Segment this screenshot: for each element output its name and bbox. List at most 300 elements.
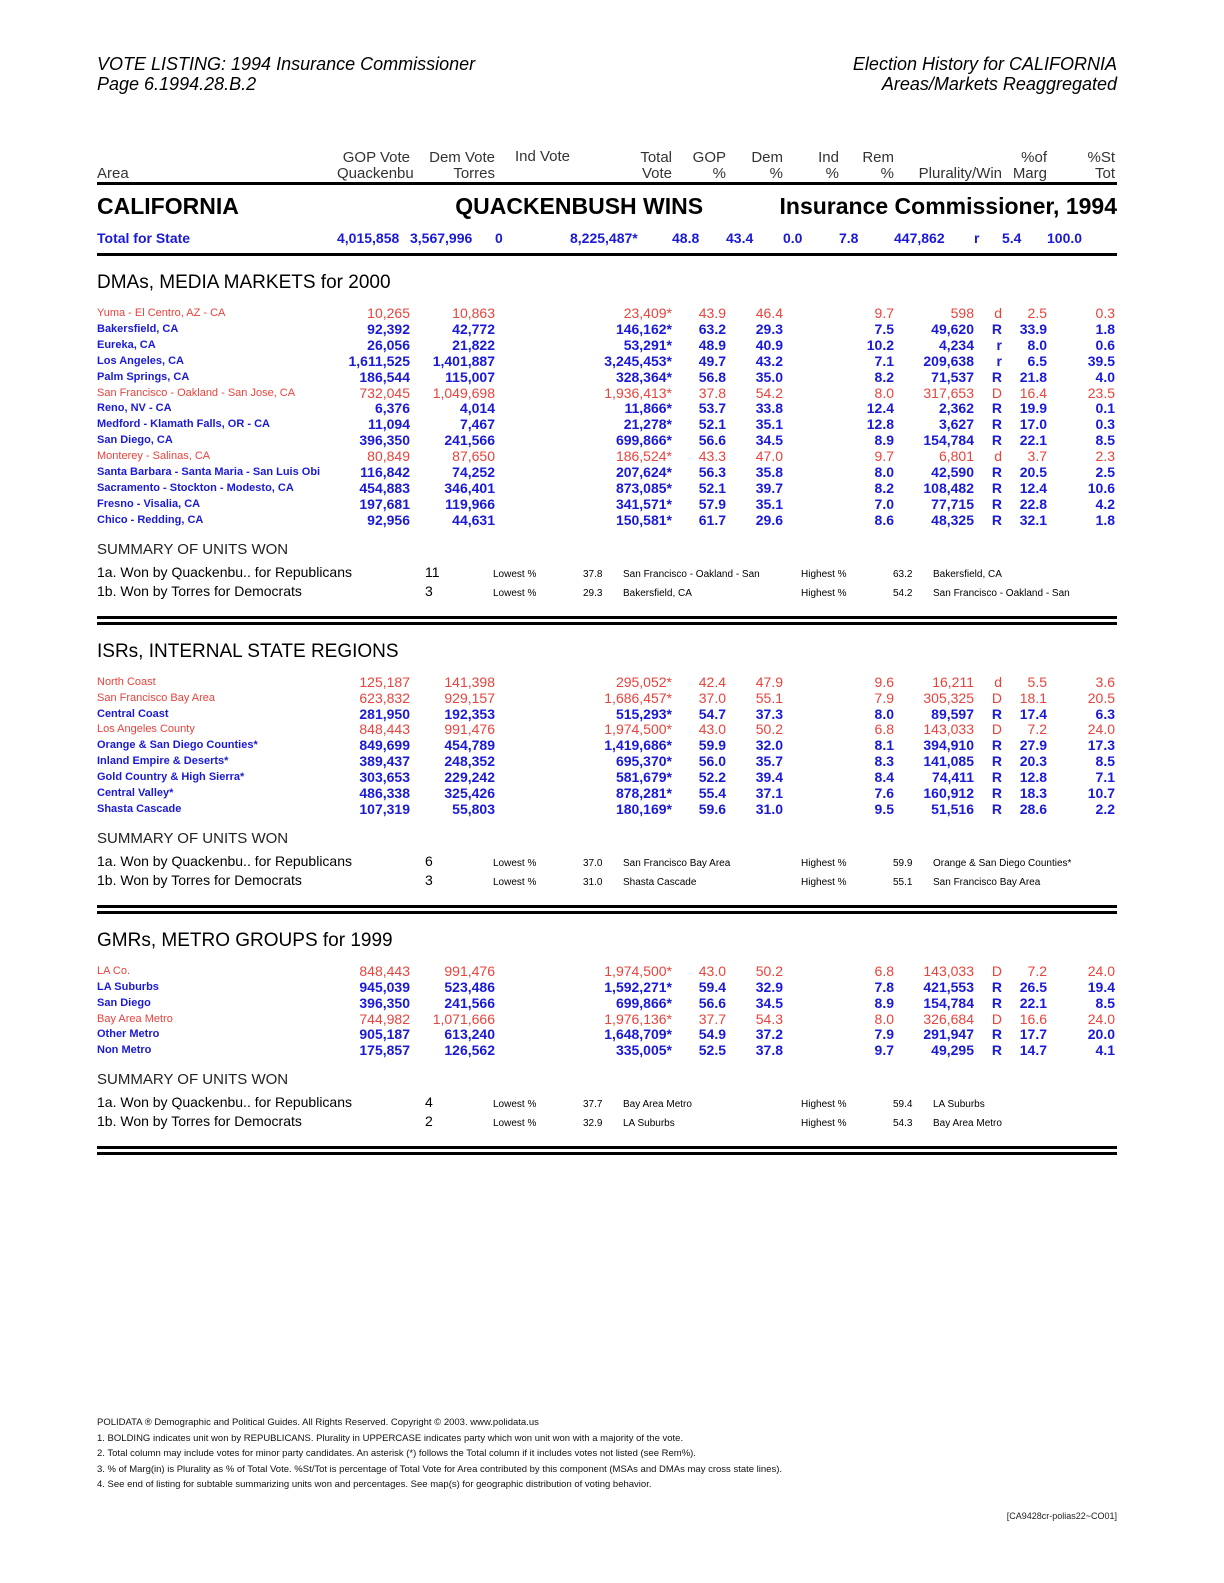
cell-plurality: 89,597 — [931, 705, 974, 722]
lowest-label: Lowest % — [493, 876, 537, 888]
summary-line — [97, 853, 1117, 872]
cell-ind-vote — [495, 1043, 570, 1059]
table-row — [97, 802, 1117, 818]
footer-line: 1. BOLDING indicates unit won by REPUBLICANS. Plurality in UPPERCASE indicates party which won unit won with a majority of the vote. — [97, 1432, 684, 1444]
title-bar — [97, 193, 1117, 227]
cell-rem-pct: 6.8 — [874, 962, 894, 979]
cell-gop-vote: 389,437 — [359, 753, 410, 770]
table-row — [97, 481, 1117, 497]
cell-ind-pct — [783, 786, 839, 802]
cell-dem-pct: 37.3 — [755, 705, 783, 722]
cell-total-vote: 295,052* — [615, 673, 672, 690]
cell-pct-state-total: 39.5 — [1087, 352, 1115, 369]
cell-pct-state-total: 4.2 — [1095, 495, 1115, 512]
table-row — [97, 513, 1117, 529]
cell-pct-state-total: 8.5 — [1095, 753, 1115, 770]
cell-gop-pct: 61.7 — [698, 511, 726, 528]
cell-gop-pct: 54.9 — [698, 1026, 726, 1043]
table-row — [97, 306, 1117, 322]
cell-pct-marg: 8.0 — [1027, 336, 1047, 353]
highest-label: Highest % — [801, 1099, 847, 1111]
cell-area: Los Angeles County — [97, 723, 195, 736]
cell-ind-pct — [783, 675, 839, 691]
highest-unit: San Francisco - Oakland - San — [933, 587, 1070, 599]
cell-ind-vote — [495, 386, 570, 402]
cell-ind-pct — [783, 338, 839, 354]
cell-plurality: 6,801 — [938, 448, 974, 465]
cell-ind-pct — [783, 1043, 839, 1059]
highest-unit: San Francisco Bay Area — [933, 876, 1041, 888]
table-row — [97, 465, 1117, 481]
cell-ind-pct — [783, 691, 839, 707]
cell-ind-pct — [783, 354, 839, 370]
table-row — [97, 322, 1117, 338]
lowest-label: Lowest % — [493, 568, 537, 580]
cell-ind-pct — [783, 1012, 839, 1028]
cell-gop-pct: 43.3 — [698, 448, 726, 465]
cell-ind-vote — [495, 401, 570, 417]
col-area: Area — [97, 165, 129, 182]
cell-rem-pct: 8.2 — [874, 479, 894, 496]
cell-rem-pct: 10.2 — [866, 336, 894, 353]
col-total-vote: Total Vote — [640, 149, 672, 182]
cell-dem-pct: 50.2 — [755, 962, 783, 979]
section-block — [97, 930, 1117, 1155]
cell-ind-pct — [783, 996, 839, 1012]
table-row — [97, 754, 1117, 770]
cell-rem-pct: 6.8 — [874, 721, 894, 738]
cell-area: North Coast — [97, 675, 156, 688]
cell-gop-pct: 54.7 — [698, 705, 726, 722]
lowest-unit: Bay Area Metro — [623, 1099, 692, 1111]
cell-pct-state-total: 8.5 — [1095, 432, 1115, 449]
total-total-vote: 8,225,487* — [570, 230, 638, 246]
table-row — [97, 722, 1117, 738]
cell-gop-vote: 396,350 — [359, 994, 410, 1011]
table-row — [97, 707, 1117, 723]
cell-dem-vote: 74,252 — [452, 464, 495, 481]
cell-pct-marg: 7.2 — [1027, 962, 1047, 979]
cell-dem-vote: 87,650 — [452, 448, 495, 465]
lowest-value: 37.0 — [583, 857, 603, 869]
cell-plurality: 421,553 — [923, 978, 974, 995]
cell-gop-pct: 59.9 — [698, 737, 726, 754]
page-number: Page 6.1994.28.B.2 — [97, 74, 257, 94]
cell-win-party: R — [991, 400, 1002, 417]
cell-dem-vote: 325,426 — [444, 785, 495, 802]
cell-plurality: 326,684 — [923, 1010, 974, 1027]
cell-gop-pct: 48.9 — [698, 336, 726, 353]
cell-ind-vote — [495, 433, 570, 449]
table-row — [97, 497, 1117, 513]
cell-pct-state-total: 10.6 — [1087, 479, 1115, 496]
summary-label: 1a. Won by Quackenbu.. for Republicans — [97, 852, 353, 869]
cell-win-party: R — [991, 1042, 1002, 1059]
cell-pct-marg: 3.7 — [1027, 448, 1047, 465]
cell-rem-pct: 8.0 — [874, 384, 894, 401]
section-divider — [97, 905, 1117, 914]
cell-ind-vote — [495, 770, 570, 786]
cell-ind-pct — [783, 770, 839, 786]
cell-ind-vote — [495, 354, 570, 370]
table-row — [97, 691, 1117, 707]
cell-area: Bakersfield, CA — [97, 322, 179, 335]
cell-plurality: 71,537 — [931, 368, 974, 385]
cell-total-vote: 11,866* — [624, 400, 672, 417]
cell-area: Eureka, CA — [97, 338, 156, 351]
cell-win-party: D — [991, 1010, 1002, 1027]
total-rem-pct: 7.8 — [839, 230, 859, 246]
cell-dem-vote: 241,566 — [444, 432, 495, 449]
cell-ind-pct — [783, 401, 839, 417]
cell-dem-vote: 523,486 — [444, 978, 495, 995]
cell-area: Central Coast — [97, 707, 169, 720]
cell-pct-state-total: 23.5 — [1087, 384, 1115, 401]
cell-total-vote: 1,936,413* — [604, 384, 672, 401]
cell-area: Orange & San Diego Counties* — [97, 739, 258, 752]
cell-gop-pct: 55.4 — [698, 785, 726, 802]
cell-plurality: 49,295 — [931, 1042, 974, 1059]
cell-total-vote: 1,974,500* — [604, 721, 672, 738]
cell-dem-pct: 54.3 — [755, 1010, 783, 1027]
cell-win-party: R — [991, 368, 1002, 385]
cell-dem-vote: 7,467 — [459, 416, 495, 433]
cell-dem-pct: 47.0 — [755, 448, 783, 465]
cell-pct-marg: 18.3 — [1019, 785, 1047, 802]
cell-win-party: R — [991, 978, 1002, 995]
cell-dem-pct: 39.4 — [755, 769, 783, 786]
cell-gop-pct: 59.4 — [698, 978, 726, 995]
summary-label: 1b. Won by Torres for Democrats — [97, 1113, 302, 1130]
lowest-label: Lowest % — [493, 1118, 537, 1130]
lowest-label: Lowest % — [493, 857, 537, 869]
cell-area: Bay Area Metro — [97, 1012, 173, 1025]
cell-dem-vote: 10,863 — [452, 305, 495, 321]
cell-ind-pct — [783, 465, 839, 481]
cell-win-party: R — [991, 320, 1002, 337]
col-dem-vote: Dem Vote Torres — [429, 149, 495, 182]
cell-dem-vote: 1,071,666 — [432, 1010, 495, 1027]
cell-pct-state-total: 19.4 — [1087, 978, 1115, 995]
cell-ind-pct — [783, 497, 839, 513]
cell-ind-vote — [495, 675, 570, 691]
cell-gop-pct: 63.2 — [698, 320, 726, 337]
cell-total-vote: 341,571* — [615, 495, 672, 512]
cell-gop-vote: 848,443 — [359, 962, 410, 979]
cell-plurality: 2,362 — [938, 400, 974, 417]
cell-rem-pct: 9.5 — [874, 800, 894, 817]
cell-ind-vote — [495, 513, 570, 529]
cell-total-vote: 146,162* — [615, 320, 672, 337]
col-dem-pct: Dem % — [751, 149, 783, 182]
sections-container — [97, 272, 1117, 1155]
cell-gop-vote: 848,443 — [359, 721, 410, 738]
cell-pct-state-total: 2.2 — [1095, 800, 1115, 817]
highest-unit: LA Suburbs — [933, 1099, 985, 1111]
cell-gop-pct: 43.0 — [698, 962, 726, 979]
cell-dem-pct: 54.2 — [755, 384, 783, 401]
table-row — [97, 449, 1117, 465]
cell-rem-pct: 9.7 — [874, 1042, 894, 1059]
section-heading: GMRs, METRO GROUPS for 1999 — [97, 929, 393, 951]
cell-dem-vote: 229,242 — [444, 769, 495, 786]
cell-gop-vote: 849,699 — [359, 737, 410, 754]
cell-gop-vote: 396,350 — [359, 432, 410, 449]
cell-pct-marg: 17.4 — [1019, 705, 1047, 722]
cell-ind-pct — [783, 980, 839, 996]
cell-gop-pct: 43.0 — [698, 721, 726, 738]
highest-value: 54.2 — [893, 587, 913, 599]
cell-rem-pct: 7.9 — [874, 689, 894, 706]
cell-gop-pct: 42.4 — [698, 673, 726, 690]
cell-plurality: 108,482 — [923, 479, 974, 496]
summary-count: 3 — [425, 582, 433, 599]
cell-ind-vote — [495, 1012, 570, 1028]
winner-banner: QUACKENBUSH WINS — [455, 193, 704, 219]
cell-plurality: 42,590 — [931, 464, 974, 481]
cell-pct-marg: 33.9 — [1019, 320, 1047, 337]
cell-ind-pct — [783, 802, 839, 818]
cell-pct-marg: 12.4 — [1019, 479, 1047, 496]
table-row — [97, 386, 1117, 402]
cell-area: San Francisco - Oakland - San Jose, CA — [97, 386, 296, 399]
table-row — [97, 980, 1117, 996]
cell-area: Palm Springs, CA — [97, 370, 190, 383]
cell-total-vote: 328,364* — [615, 368, 672, 385]
cell-dem-vote: 44,631 — [452, 511, 495, 528]
cell-win-party: R — [991, 705, 1002, 722]
cell-gop-vote: 80,849 — [367, 448, 410, 465]
lowest-value: 37.8 — [583, 568, 603, 580]
cell-dem-vote: 991,476 — [444, 962, 495, 979]
cell-total-vote: 695,370* — [615, 753, 672, 770]
cell-dem-vote: 141,398 — [444, 673, 495, 690]
cell-dem-pct: 34.5 — [755, 432, 783, 449]
cell-gop-vote: 26,056 — [367, 336, 410, 353]
cell-gop-pct: 43.9 — [698, 305, 726, 321]
highest-value: 54.3 — [893, 1118, 913, 1130]
report-page — [97, 54, 1117, 1155]
cell-pct-state-total: 4.0 — [1095, 368, 1115, 385]
table-row — [97, 675, 1117, 691]
cell-plurality: 143,033 — [923, 721, 974, 738]
cell-total-vote: 1,419,686* — [604, 737, 672, 754]
cell-ind-pct — [783, 722, 839, 738]
cell-area: San Diego, CA — [97, 434, 173, 447]
cell-plurality: 77,715 — [931, 495, 974, 512]
table-row — [97, 964, 1117, 980]
cell-pct-state-total: 8.5 — [1095, 994, 1115, 1011]
cell-rem-pct: 8.2 — [874, 368, 894, 385]
cell-total-vote: 699,866* — [615, 994, 672, 1011]
cell-win-party: R — [991, 737, 1002, 754]
cell-rem-pct: 12.4 — [866, 400, 894, 417]
cell-gop-pct: 57.9 — [698, 495, 726, 512]
cell-gop-pct: 52.2 — [698, 769, 726, 786]
summary-title: SUMMARY OF UNITS WON — [97, 1071, 289, 1089]
cell-ind-vote — [495, 417, 570, 433]
summary-line — [97, 564, 1117, 583]
cell-dem-vote: 1,401,887 — [432, 352, 495, 369]
cell-ind-vote — [495, 338, 570, 354]
lowest-unit: LA Suburbs — [623, 1118, 675, 1130]
cell-gop-vote: 732,045 — [359, 384, 410, 401]
cell-gop-pct: 56.3 — [698, 464, 726, 481]
summary-line — [97, 583, 1117, 602]
section-rows — [97, 306, 1117, 529]
cell-gop-vote: 92,392 — [367, 320, 410, 337]
cell-area: Fresno - Visalia, CA — [97, 497, 201, 510]
footer-line: 2. Total column may include votes for minor party candidates. An asterisk (*) follows the Total column if it includes votes not listed (see Rem%). — [97, 1448, 696, 1460]
cell-dem-vote: 4,014 — [459, 400, 495, 417]
cell-win-party: R — [991, 800, 1002, 817]
cell-dem-pct: 31.0 — [755, 800, 783, 817]
cell-dem-vote: 119,966 — [445, 495, 495, 512]
cell-win-party: R — [991, 479, 1002, 496]
cell-pct-state-total: 20.0 — [1087, 1026, 1115, 1043]
cell-rem-pct: 8.0 — [874, 1010, 894, 1027]
cell-gop-vote: 116,842 — [360, 464, 410, 481]
cell-ind-vote — [495, 802, 570, 818]
table-row — [97, 1027, 1117, 1043]
cell-pct-state-total: 6.3 — [1095, 705, 1115, 722]
cell-pct-marg: 26.5 — [1019, 978, 1047, 995]
cell-dem-pct: 43.2 — [755, 352, 783, 369]
cell-gop-vote: 1,611,525 — [348, 352, 410, 369]
cell-total-vote: 3,245,453* — [604, 352, 672, 369]
cell-dem-pct: 35.1 — [755, 416, 783, 433]
col-pct-marg: %of Marg — [1012, 149, 1047, 182]
cell-rem-pct: 7.0 — [874, 495, 894, 512]
cell-plurality: 154,784 — [923, 432, 974, 449]
cell-area: Other Metro — [97, 1028, 160, 1041]
lowest-value: 37.7 — [583, 1099, 603, 1111]
cell-total-vote: 1,974,500* — [604, 962, 672, 979]
cell-plurality: 305,325 — [923, 689, 974, 706]
cell-win-party: D — [991, 384, 1002, 401]
cell-pct-state-total: 24.0 — [1087, 1010, 1115, 1027]
cell-dem-pct: 29.6 — [755, 511, 783, 528]
cell-gop-pct: 52.1 — [698, 416, 726, 433]
cell-dem-pct: 32.0 — [755, 737, 783, 754]
cell-pct-state-total: 0.1 — [1095, 400, 1115, 417]
cell-area: Yuma - El Centro, AZ - CA — [97, 307, 226, 319]
cell-pct-marg: 17.0 — [1019, 416, 1047, 433]
cell-gop-vote: 623,832 — [359, 689, 410, 706]
table-row — [97, 433, 1117, 449]
total-pct-marg: 5.4 — [1002, 230, 1022, 246]
total-gop-vote: 4,015,858 — [337, 230, 400, 246]
cell-ind-vote — [495, 964, 570, 980]
cell-pct-marg: 20.5 — [1019, 464, 1047, 481]
cell-gop-vote: 744,982 — [359, 1010, 410, 1027]
state-total-row — [97, 227, 1117, 256]
cell-total-vote: 1,976,136* — [604, 1010, 672, 1027]
cell-gop-pct: 53.7 — [698, 400, 726, 417]
cell-win-party: d — [994, 448, 1002, 465]
cell-gop-pct: 52.5 — [698, 1042, 726, 1059]
cell-win-party: d — [994, 305, 1002, 321]
cell-ind-vote — [495, 481, 570, 497]
cell-dem-pct: 46.4 — [755, 305, 783, 321]
table-row — [97, 401, 1117, 417]
cell-ind-pct — [783, 433, 839, 449]
cell-pct-state-total: 0.3 — [1095, 416, 1115, 433]
cell-pct-marg: 28.6 — [1019, 800, 1047, 817]
cell-plurality: 598 — [950, 305, 974, 321]
footer-line: 4. See end of listing for subtable summarizing units won and percentages. See map(s) for geographic distribution of voting behavior. — [97, 1479, 652, 1491]
highest-label: Highest % — [801, 568, 847, 580]
cell-ind-pct — [783, 417, 839, 433]
cell-pct-state-total: 24.0 — [1087, 962, 1115, 979]
cell-dem-vote: 346,401 — [444, 479, 495, 496]
cell-ind-vote — [495, 754, 570, 770]
cell-total-vote: 1,686,457* — [604, 689, 672, 706]
cell-dem-vote: 21,822 — [452, 336, 495, 353]
cell-rem-pct: 9.6 — [874, 673, 894, 690]
cell-ind-pct — [783, 964, 839, 980]
summary-title: SUMMARY OF UNITS WON — [97, 540, 289, 558]
cell-area: Gold Country & High Sierra* — [97, 771, 245, 784]
cell-total-vote: 21,278* — [623, 416, 672, 433]
table-row — [97, 338, 1117, 354]
cell-ind-pct — [783, 707, 839, 723]
col-gop-pct: GOP % — [692, 149, 726, 182]
highest-unit: Orange & San Diego Counties* — [933, 857, 1072, 869]
cell-pct-marg: 18.1 — [1019, 689, 1047, 706]
cell-plurality: 51,516 — [931, 800, 974, 817]
history-title: Election History for CALIFORNIA — [852, 54, 1117, 74]
cell-plurality: 317,653 — [923, 384, 974, 401]
cell-plurality: 394,910 — [923, 737, 974, 754]
cell-ind-pct — [783, 738, 839, 754]
total-dem-vote: 3,567,996 — [410, 230, 473, 246]
section-rows — [97, 964, 1117, 1059]
cell-plurality: 16,211 — [932, 673, 974, 690]
total-ind-pct: 0.0 — [783, 230, 803, 246]
lowest-label: Lowest % — [493, 587, 537, 599]
cell-rem-pct: 8.0 — [874, 705, 894, 722]
cell-rem-pct: 7.9 — [874, 1026, 894, 1043]
lowest-value: 31.0 — [583, 876, 603, 888]
lowest-label: Lowest % — [493, 1099, 537, 1111]
page-header — [97, 54, 1117, 94]
cell-area: LA Co. — [97, 964, 131, 977]
cell-gop-vote: 945,039 — [359, 978, 410, 995]
section-heading: DMAs, MEDIA MARKETS for 2000 — [97, 272, 391, 293]
cell-gop-vote: 107,319 — [359, 800, 410, 817]
total-ind-vote: 0 — [495, 230, 503, 246]
cell-area: Sacramento - Stockton - Modesto, CA — [97, 481, 294, 494]
cell-dem-pct: 35.8 — [755, 464, 783, 481]
cell-plurality: 3,627 — [938, 416, 974, 433]
highest-value: 59.9 — [893, 857, 913, 869]
cell-rem-pct: 9.7 — [874, 448, 894, 465]
cell-win-party: D — [991, 962, 1002, 979]
summary-count: 11 — [425, 563, 440, 580]
summary-count: 4 — [425, 1094, 433, 1111]
cell-ind-pct — [783, 370, 839, 386]
cell-ind-pct — [783, 513, 839, 529]
cell-ind-pct — [783, 481, 839, 497]
cell-ind-vote — [495, 738, 570, 754]
cell-plurality: 154,784 — [923, 994, 974, 1011]
highest-label: Highest % — [801, 857, 847, 869]
history-subtitle: Areas/Markets Reaggregated — [881, 74, 1117, 94]
lowest-value: 29.3 — [583, 587, 603, 599]
cell-ind-vote — [495, 996, 570, 1012]
cell-dem-vote: 42,772 — [452, 320, 495, 337]
